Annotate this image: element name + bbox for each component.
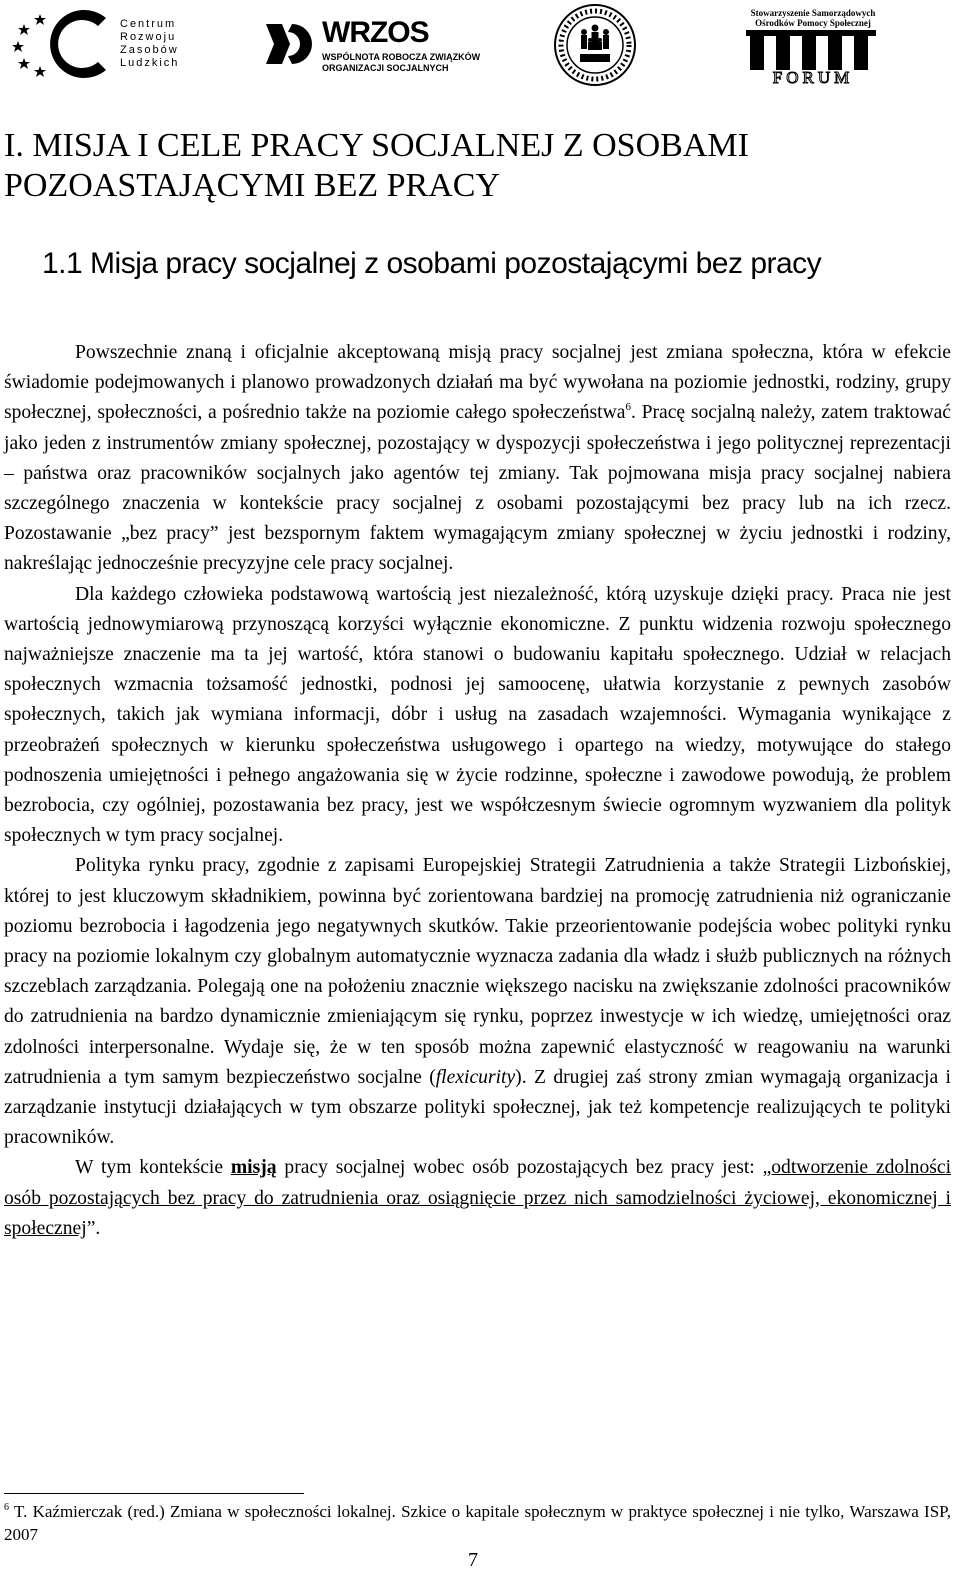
paragraph — [4, 1153, 951, 1244]
crzl-line: Zasobów — [120, 44, 179, 56]
paragraph — [4, 338, 951, 580]
footnote-number: 6 — [4, 1502, 9, 1513]
wrzos-logo — [262, 8, 512, 80]
forum-caption-line: Ośrodków Pomocy Społecznej — [755, 18, 871, 28]
wrzos-logo-icon — [262, 16, 318, 72]
crzl-logo-icon — [10, 8, 120, 80]
wrzos-subtitle — [322, 52, 480, 74]
forum-logo — [738, 8, 888, 88]
forum-word: FORUM — [772, 68, 854, 87]
chapter-heading-line: POZOASTAJĄCYMI BEZ PRACY — [4, 167, 501, 204]
bold-term: misją — [230, 1157, 277, 1179]
paragraph-text: . Pracę socjalną należy, zatem traktować jako jeden z instrumentów zmiany społecznej, pozostający w dyspozycji społeczeństwa i jego politycznej reprezentacji – państwa oraz pracowników socjalnych jako agentów tej zmiany. Tak pojmowana misja pracy socjalnej nabiera szczególnego znaczenia w kontekście pracy socjalnej z osobami pozostającymi bez pracy lub na ich rzecz. Pozostawanie „bez pracy” jest bezspornym faktem wymagającym zmiany społecznej w życiu jednostki i rodziny, nakreślając jednocześnie precyzyjne cele pracy socjalnej. — [4, 402, 951, 575]
chapter-heading — [4, 126, 944, 206]
chapter-heading-line: I. MISJA I CELE PRACY SOCJALNEJ Z OSOBAMI — [4, 127, 749, 164]
forum-caption — [738, 8, 888, 28]
crzl-logo — [10, 8, 190, 80]
crzl-line: Centrum — [120, 18, 177, 30]
footnote-ref: 6 — [625, 401, 631, 414]
paragraph-text: Polityka rynku pracy, zgodnie z zapisami Europejskiej Strategii Zatrudnienia a także Strategii Lizbońskiej, której to jest kluczowym składnikiem, powinna być zorientowana bardziej na promocję zatrudnienia niż ograniczanie poziomu bezrobocia i łagodzenia jego negatywnych skutków. Takie przeorientowanie podejścia wobec polityki rynku pracy na poziomie lokalnym czy globalnym automatycznie wyznacza zadania dla władz i służb publicznych na różnych szczeblach zarządzania. Polegają one na położeniu znacznie większego nacisku na zwiększanie zdolności pracowników do zatrudnienia na bardzo dynamicznie zmieniającym się rynku, poprzez inwestycje w ich wiedzę, umiejętności oraz zdolności interpersonalne. Wydaje się, że w ten sposób można zapewnić elastyczność w reagowaniu na warunki zatrudnienia a tym samym bezpieczeństwo socjalne ( — [4, 855, 951, 1088]
wrzos-sub-line: ORGANIZACJI SOCJALNYCH — [322, 63, 449, 73]
logo-header — [0, 0, 960, 90]
centrum-seal-icon — [550, 2, 640, 88]
paragraph-text: ”. — [86, 1217, 101, 1239]
crzl-line: Rozwoju — [120, 31, 177, 43]
forum-caption-line: Stowarzyszenie Samorządowych — [750, 8, 876, 18]
body-text — [4, 338, 951, 1244]
centrum-seal-logo — [550, 2, 640, 88]
paragraph — [4, 851, 951, 1153]
wrzos-title: WRZOS — [322, 16, 429, 49]
mission-statement: „odtworzenie zdolności osób pozostających bez pracy do zatrudnienia oraz osiągnięcie przez nich samodzielności życiowej, ekonomicznej i społecznej — [4, 1157, 952, 1239]
crzl-line: Ludzkich — [120, 57, 180, 69]
page-number: 7 — [468, 1549, 478, 1571]
forum-logo-icon — [746, 30, 876, 70]
paragraph-text: Dla każdego człowieka podstawową wartością jest niezależność, którą uzyskuje dzięki pracy. Praca nie jest wartością jednowymiarową przynoszącą korzyści wyłącznie ekonomiczne. Z punktu widzenia rozwoju społecznego najważniejsze znaczenie ma ta jej wartość, która stanowi o budowaniu kapitału społecznego. Udział w relacjach społecznych wzmacnia tożsamość jednostki, podnosi jej samoocenę, ułatwia korzystanie z pewnych zasobów społecznych, takich jak wymiana informacji, dóbr i usług na zasadach wzajemności. Wymagania wynikające z przeobrażeń społecznych w kierunku społeczeństwa usługowego i opartego na wiedzy, motywujące do stałego podnoszenia umiejętności i pełnego angażowania się w życie rodzinne, społeczne i zawodowe powodują, że problem bezrobocia, czy ogólniej, pozostawania bez pracy, jest we współczesnym świecie ogromnym wyzwaniem dla polityk społecznych w tym pracy socjalnej. — [4, 583, 951, 847]
footnote-divider — [4, 1493, 304, 1494]
section-heading: 1.1 Misja pracy socjalnej z osobami pozostającymi bez pracy — [42, 247, 822, 280]
wrzos-sub-line: WSPÓLNOTA ROBOCZA ZWIĄZKÓW — [322, 52, 481, 62]
italic-term: flexicurity — [435, 1066, 516, 1088]
footnote — [4, 1500, 951, 1546]
paragraph-text: W tym kontekście — [75, 1157, 231, 1179]
crzl-logo-text — [120, 18, 179, 70]
paragraph-text: pracy socjalnej wobec osób pozostających bez pracy jest: — [276, 1157, 763, 1179]
paragraph-text: Powszechnie znaną i oficjalnie akceptowaną misją pracy socjalnej jest zmiana społeczna, która w efekcie świadomie podejmowanych i planowo prowadzonych działań ma być wywołana na poziomie jednostki, rodziny, grupy społecznej, społeczności, a pośrednio także na poziomie całego społeczeństwa — [4, 342, 951, 424]
paragraph — [4, 580, 951, 852]
paragraph-text: ). Z drugiej zaś strony zmian wymagają organizacja i zarządzanie instytucji działających w tym obszarze polityki społecznej, jak też kompetencje realizujących te polityki pracowników. — [4, 1066, 951, 1149]
footnote-text: T. Kaźmierczak (red.) Zmiana w społeczności lokalnej. Szkice o kapitale społecznym w praktyce społecznej i nie tylko, Warszawa ISP, 2007 — [4, 1502, 951, 1544]
